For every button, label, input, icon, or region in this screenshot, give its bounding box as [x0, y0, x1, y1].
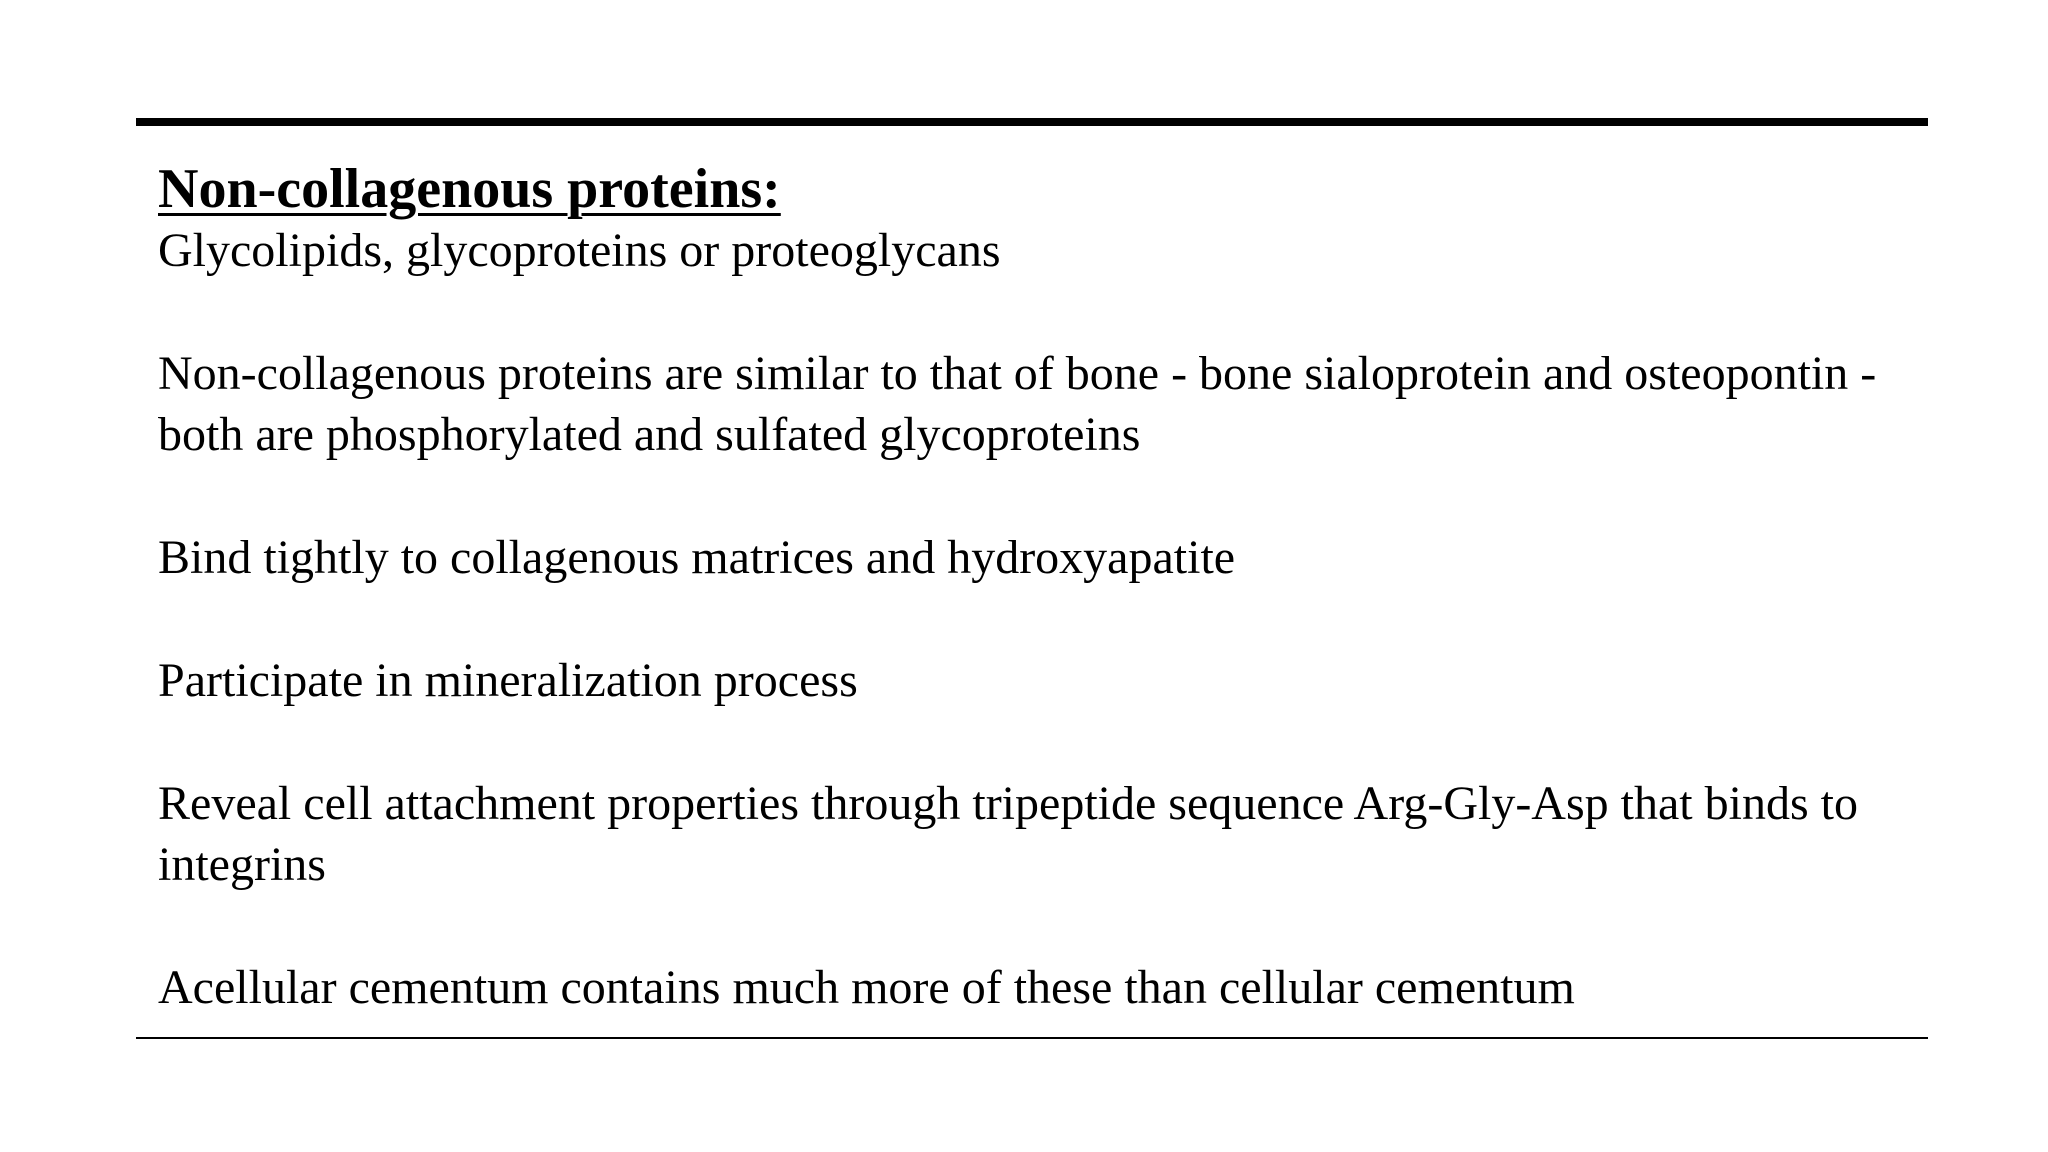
slide-content [158, 158, 1918, 1018]
bottom-divider [136, 1037, 1928, 1039]
paragraph-2: Non-collagenous proteins are similar to that of bone - bone sialoprotein and osteopontin - both are phosphorylated and sulfated glycoproteins [158, 347, 1877, 461]
paragraph-3: Bind tightly to collagenous matrices and hydroxyapatite [158, 531, 1236, 584]
paragraph-4: Participate in mineralization process [158, 654, 858, 707]
paragraph-1: Glycolipids, glycoproteins or proteoglycans [158, 224, 1001, 277]
paragraph-6: Acellular cementum contains much more of these than cellular cementum [158, 961, 1575, 1014]
top-divider [136, 118, 1928, 126]
slide-heading: Non-collagenous proteins: [158, 158, 781, 220]
paragraph-5: Reveal cell attachment properties through tripeptide sequence Arg-Gly-Asp that binds to integrins [158, 777, 1858, 891]
